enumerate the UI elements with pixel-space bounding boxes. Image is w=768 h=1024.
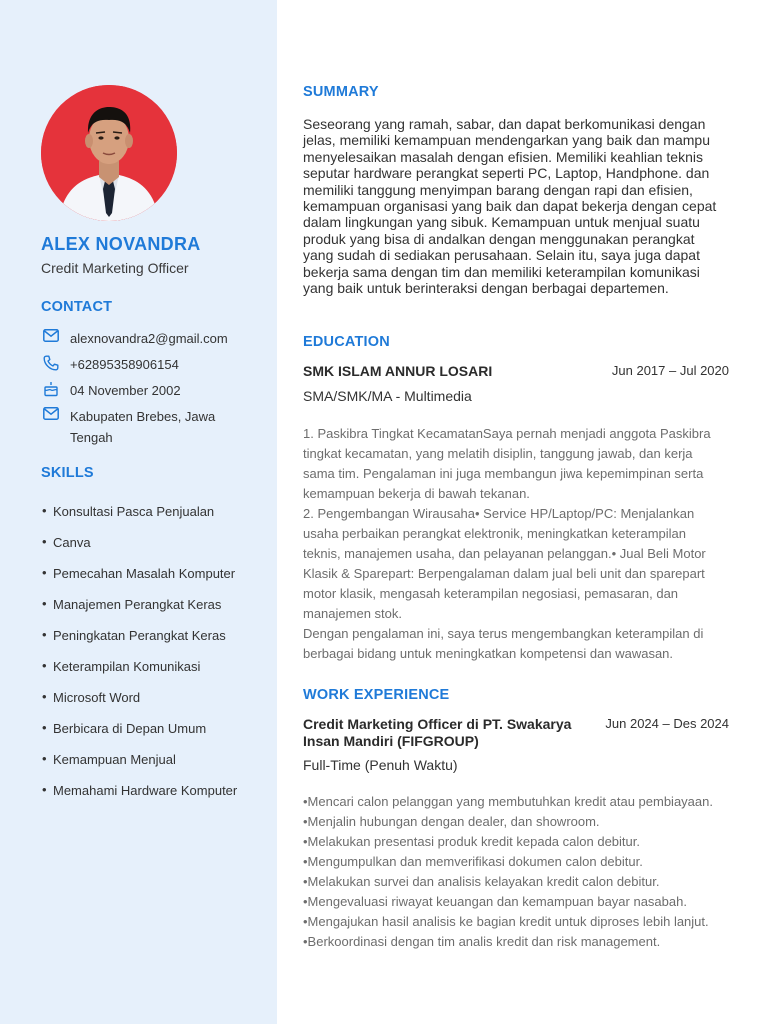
job-bullet: •Berkoordinasi dengan tim analis kredit dan risk management. [303, 934, 661, 949]
skill-item: • Berbicara di Depan Umum [42, 720, 207, 736]
mail-icon [43, 329, 60, 344]
skill-label: Manajemen Perangkat Keras [53, 597, 222, 612]
job-bullet: •Mengevaluasi riwayat keuangan dan kemampuan bayar nasabah. [303, 894, 687, 909]
skill-item: • Kemampuan Menjual [42, 751, 176, 767]
education-paragraph: Dengan pengalaman ini, saya terus mengembangkan keterampilan di berbagai bidang untuk meningkatkan kompetensi dan wawasan. [303, 626, 704, 661]
summary-text: Seseorang yang ramah, sabar, dan dapat berkomunikasi dengan jelas, memiliki kemampuan mendengarkan yang baik dan mampu menyelesaikan masalah dengan efisien. Memiliki keahlian teknis seputar hardware perangkat seperti PC, Laptop, Handphone. dan memiliki tanggung menyimpan barang dengan rapi dan efisien, kemampuan organisasi yang baik dan dapat bekerja dengan cepat dalam lingkungan yang sibuk. Kemampuan untuk menjual suatu produk yang bisa di andalkan dengan menggunakan perangkat yang sudah di sediakan perusahaan. Selain itu, saya juga dapat bekerja sama dengan tim dan memiliki keterampilan komunikasi yang baik untuk berinteraksi dengan berbagai departemen. [303, 116, 717, 297]
education-program: SMA/SMK/MA - Multimedia [303, 388, 472, 404]
email-text: alexnovandra2@gmail.com [70, 331, 228, 346]
sidebar [0, 0, 277, 1024]
job-responsibilities [303, 792, 713, 952]
work-dates: Jun 2024 – Des 2024 [605, 716, 729, 731]
birthday-text: 04 November 2002 [70, 383, 181, 398]
skill-label: Keterampilan Komunikasi [53, 659, 201, 674]
mail-icon [43, 407, 60, 422]
job-bullet: •Melakukan survei dan analisis kelayakan kredit calon debitur. [303, 874, 660, 889]
skill-label: Microsoft Word [53, 690, 141, 705]
skill-label: Kemampuan Menjual [53, 752, 176, 767]
skill-item: • Konsultasi Pasca Penjualan [42, 503, 215, 519]
skill-item: • Canva [42, 534, 91, 550]
school-name: SMK ISLAM ANNUR LOSARI [303, 363, 493, 379]
skill-label: Canva [53, 535, 91, 550]
skill-item: • Memahami Hardware Komputer [42, 782, 238, 798]
skill-label: Pemecahan Masalah Komputer [53, 566, 236, 581]
avatar [41, 85, 177, 221]
contact-heading: CONTACT [41, 299, 113, 315]
job-bullet: •Mengajukan hasil analisis ke bagian kredit untuk diproses lebih lanjut. [303, 914, 709, 929]
candidate-role: Credit Marketing Officer [41, 260, 189, 276]
summary-heading: SUMMARY [303, 84, 379, 100]
skill-item: • Microsoft Word [42, 689, 141, 705]
skill-label: Berbicara di Depan Umum [53, 721, 207, 736]
phone-icon [43, 355, 60, 370]
skill-label: Konsultasi Pasca Penjualan [53, 504, 215, 519]
job-bullet: •Melakukan presentasi produk kredit kepada calon debitur. [303, 834, 640, 849]
work-heading: WORK EXPERIENCE [303, 687, 450, 703]
job-title: Credit Marketing Officer di PT. Swakarya Insan Mandiri (FIFGROUP) [303, 716, 572, 749]
education-description [303, 424, 727, 664]
job-bullet: •Mengumpulkan dan memverifikasi dokumen calon debitur. [303, 854, 643, 869]
address-text: Kabupaten Brebes, Jawa Tengah [70, 409, 216, 445]
skill-label: Memahami Hardware Komputer [53, 783, 238, 798]
skills-list [41, 503, 271, 813]
cake-icon [43, 381, 60, 396]
skill-label: Peningkatan Perangkat Keras [53, 628, 226, 643]
main-content [303, 0, 729, 1024]
phone-text: +62895358906154 [70, 357, 179, 372]
job-bullet: •Mencari calon pelanggan yang membutuhkan kredit atau pembiayaan. [303, 794, 713, 809]
candidate-name: ALEX NOVANDRA [41, 234, 201, 254]
skill-item: • Peningkatan Perangkat Keras [42, 627, 226, 643]
education-heading: EDUCATION [303, 334, 390, 350]
education-paragraph: 2. Pengembangan Wirausaha• Service HP/Laptop/PC: Menjalankan usaha perbaikan perangkat elektronik, meningkatkan keterampilan teknis, manajemen usaha, dan pelayanan pelanggan.• Jual Beli Motor Klasik & Sparepart: Berpengalaman dalam jual beli unit dan sparepart motor klasik, mengasah keterampilan negosiasi, pemasaran, dan manajemen stok. [303, 506, 706, 621]
skill-item: • Keterampilan Komunikasi [42, 658, 201, 674]
education-paragraph: 1. Paskibra Tingkat KecamatanSaya pernah menjadi anggota Paskibra tingkat kecamatan, yang melatih disiplin, tanggung jawab, dan kerja sama tim. Pengalaman ini juga membangun jiwa kepemimpinan serta kemampuan bekerja di bawah tekanan. [303, 426, 711, 501]
education-dates: Jun 2017 – Jul 2020 [611, 363, 729, 378]
skills-heading: SKILLS [41, 465, 94, 481]
job-bullet: •Menjalin hubungan dengan dealer, dan showroom. [303, 814, 600, 829]
skill-item: • Pemecahan Masalah Komputer [42, 565, 236, 581]
job-type: Full-Time (Penuh Waktu) [303, 757, 458, 773]
skill-item: • Manajemen Perangkat Keras [42, 596, 222, 612]
